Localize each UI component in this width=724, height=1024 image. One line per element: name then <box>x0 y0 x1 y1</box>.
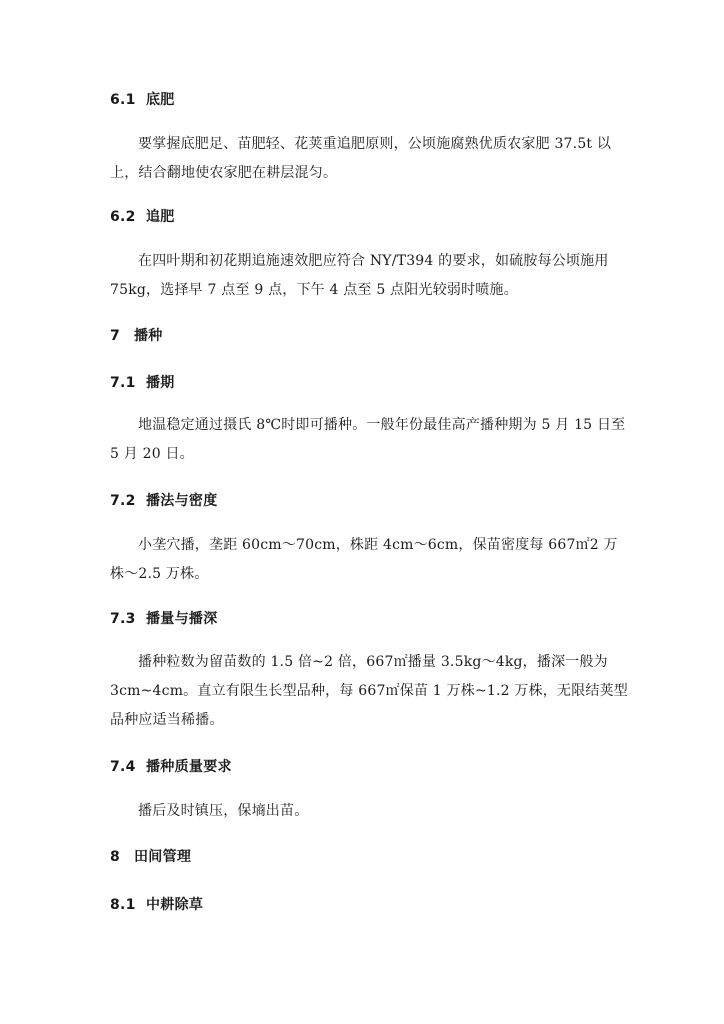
section-title: 底肥 <box>146 92 175 108</box>
section-title: 播期 <box>146 375 175 391</box>
section-number: 8 <box>110 849 121 865</box>
paragraph-sowing-density: 小垄穴播，垄距 60cm～70cm，株距 4cm～6cm，保苗密度每 667㎡2 万株～2.5 万株。 <box>110 537 618 582</box>
section-heading-7-1 <box>110 373 630 393</box>
section-number: 7.2 <box>110 493 136 509</box>
section-number: 7.1 <box>110 375 136 391</box>
section-heading-8-1 <box>110 895 630 915</box>
section-number: 6.1 <box>110 92 136 108</box>
section-heading-7 <box>110 326 630 346</box>
paragraph-top-dressing: 在四叶期和初花期追施速效肥应符合 NY/T394 的要求，如硫胺每公顷施用 75kg，选择早 7 点至 9 点，下午 4 点至 5 点阳光较弱时喷施。 <box>110 253 609 298</box>
section-number: 7 <box>110 328 121 344</box>
section-number: 6.2 <box>110 209 136 225</box>
paragraph-sowing-quality: 播后及时镇压，保墒出苗。 <box>138 803 309 819</box>
paragraph-base-fertilizer: 要掌握底肥足、苗肥轻、花荚重追肥原则，公顷施腐熟优质农家肥 37.5t 以上，结合翻地使农家肥在耕层混匀。 <box>110 136 612 181</box>
section-heading-8 <box>110 847 630 867</box>
section-title: 播种质量要求 <box>146 759 232 775</box>
section-heading-7-2 <box>110 491 630 511</box>
section-title: 播量与播深 <box>146 611 218 627</box>
section-title: 播法与密度 <box>146 493 218 509</box>
section-heading-7-4 <box>110 757 630 777</box>
paragraph-sowing-time: 地温稳定通过摄氏 8℃时即可播种。一般年份最佳高产播种期为 5 月 15 日至 5 月 20 日。 <box>110 417 626 462</box>
section-number: 7.3 <box>110 611 136 627</box>
section-title: 田间管理 <box>134 849 192 865</box>
section-number: 8.1 <box>110 897 136 913</box>
section-heading-6-2 <box>110 207 630 227</box>
section-heading-6-1 <box>110 90 630 110</box>
section-heading-7-3 <box>110 609 630 629</box>
section-title: 中耕除草 <box>146 897 204 913</box>
section-title: 追肥 <box>146 209 175 225</box>
section-number: 7.4 <box>110 759 136 775</box>
paragraph-seed-rate-depth: 播种粒数为留苗数的 1.5 倍~2 倍，667㎡播量 3.5kg～4kg，播深一般为 3cm~4cm。直立有限生长型品种，每 667㎡保苗 1 万株~1.2 万株，无限结荚型品种应适当稀播。 <box>110 654 629 728</box>
section-title: 播种 <box>134 328 163 344</box>
